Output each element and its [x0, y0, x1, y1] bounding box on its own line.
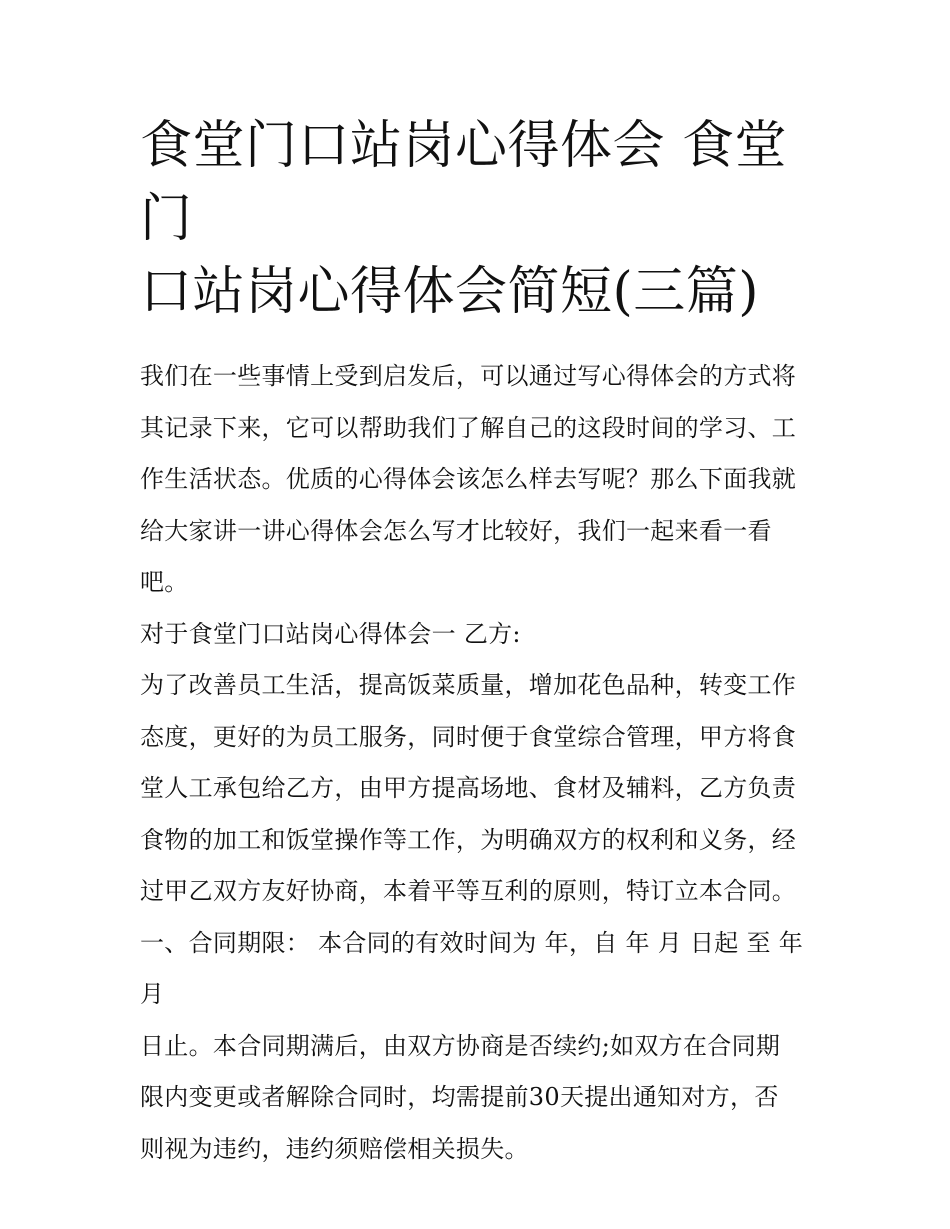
title-line-2: 口站岗心得体会简短(三篇) [140, 262, 760, 322]
text-line: 日止。本合同期满后，由双方协商是否续约;如双方在合同期 [140, 1031, 781, 1060]
text-line: 我们在一些事情上受到启发后，可以通过写心得体会的方式将 [140, 362, 797, 390]
text-line: 作生活状态。优质的心得体会该怎么样去写呢？那么下面我就 [140, 465, 797, 493]
contract-term-line: 一、合同期限： 本合同的有效时间为 年，自 年 月 日起 至 年 [140, 928, 804, 957]
text-line: 给大家讲一讲心得体会怎么写才比较好，我们一起来看一看 [140, 516, 772, 545]
text-line: 过甲乙双方友好协商，本着平等互利的原则，特订立本合同。 [140, 877, 797, 905]
text-line: 则视为违约，违约须赔偿相关损失。 [140, 1134, 529, 1163]
text-line: 月 [140, 980, 165, 1008]
section-heading: 对于食堂门口站岗心得体会一 乙方: [140, 619, 521, 648]
text-line: 态度，更好的为员工服务，同时便于食堂综合管理，甲方将食 [140, 722, 797, 751]
text-line: 其记录下来，它可以帮助我们了解自己的这段时间的学习、工 [140, 413, 797, 442]
document-title [140, 110, 812, 329]
text-line: 吧。 [140, 568, 189, 596]
text-line: 食物的加工和饭堂操作等工作，为明确双方的权利和义务，经 [140, 825, 797, 854]
text-line: 为了改善员工生活，提高饭菜质量，增加花色品种，转变工作 [140, 671, 797, 699]
document-page [140, 110, 812, 1175]
text-line: 限内变更或者解除合同时，均需提前30天提出通知对方，否 [140, 1083, 779, 1111]
title-line-1: 食堂门口站岗心得体会 食堂门 [140, 116, 788, 249]
text-line: 堂人工承包给乙方，由甲方提高场地、食材及辅料，乙方负责 [140, 774, 797, 802]
